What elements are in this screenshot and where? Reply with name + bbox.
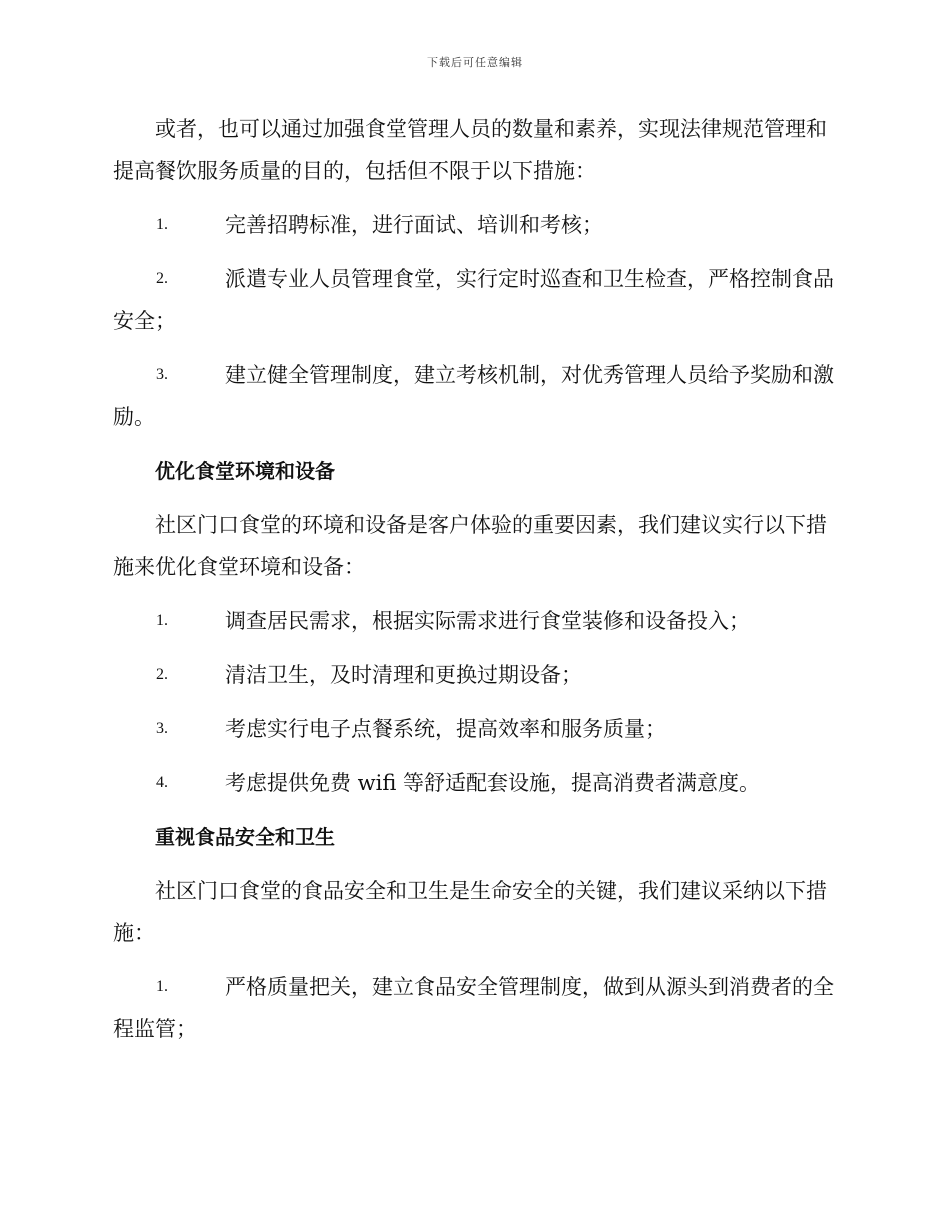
list-text: 派遣专业人员管理食堂，实行定时巡查和卫生检查，严格控制食品安全； <box>113 267 834 333</box>
list-text: 完善招聘标准，进行面试、培训和考核； <box>225 213 603 237</box>
list-number: 1. <box>156 978 168 995</box>
list-text: 严格质量把关，建立食品安全管理制度，做到从源头到消费者的全程监管； <box>113 975 834 1041</box>
section-heading-environment: 优化食堂环境和设备 <box>155 459 335 483</box>
section3-intro: 社区门口食堂的食品安全和卫生是生命安全的关键，我们建议采纳以下措施： <box>113 879 827 945</box>
list-text: 考虑实行电子点餐系统，提高效率和服务质量； <box>225 717 666 741</box>
page-header: 下载后可任意编辑 <box>427 56 523 69</box>
list-item <box>113 966 835 1050</box>
list-item <box>113 204 835 246</box>
list-text: 考虑提供免费 wifi 等舒适配套设施，提高消费者满意度。 <box>225 771 761 795</box>
list-number: 4. <box>156 774 168 791</box>
list-text: 建立健全管理制度，建立考核机制，对优秀管理人员给予奖励和激励。 <box>113 363 834 429</box>
list-number: 1. <box>156 612 168 629</box>
list-text: 清洁卫生，及时清理和更换过期设备； <box>225 663 582 687</box>
document-body <box>113 108 835 1062</box>
list-number: 2. <box>156 270 168 287</box>
list-item <box>113 354 835 438</box>
list-text: 调查居民需求，根据实际需求进行食堂装修和设备投入； <box>225 609 750 633</box>
list-item <box>113 600 835 642</box>
section-heading-food-safety: 重视食品安全和卫生 <box>155 825 335 849</box>
list-number: 3. <box>156 366 168 383</box>
section2-intro: 社区门口食堂的环境和设备是客户体验的重要因素，我们建议实行以下措施来优化食堂环境和设备： <box>113 513 827 579</box>
list-item <box>113 708 835 750</box>
list-number: 2. <box>156 666 168 683</box>
list-item <box>113 762 835 804</box>
section1-intro: 或者，也可以通过加强食堂管理人员的数量和素养，实现法律规范管理和提高餐饮服务质量的目的，包括但不限于以下措施： <box>113 117 827 183</box>
list-number: 3. <box>156 720 168 737</box>
list-number: 1. <box>156 216 168 233</box>
list-item <box>113 654 835 696</box>
list-item <box>113 258 835 342</box>
